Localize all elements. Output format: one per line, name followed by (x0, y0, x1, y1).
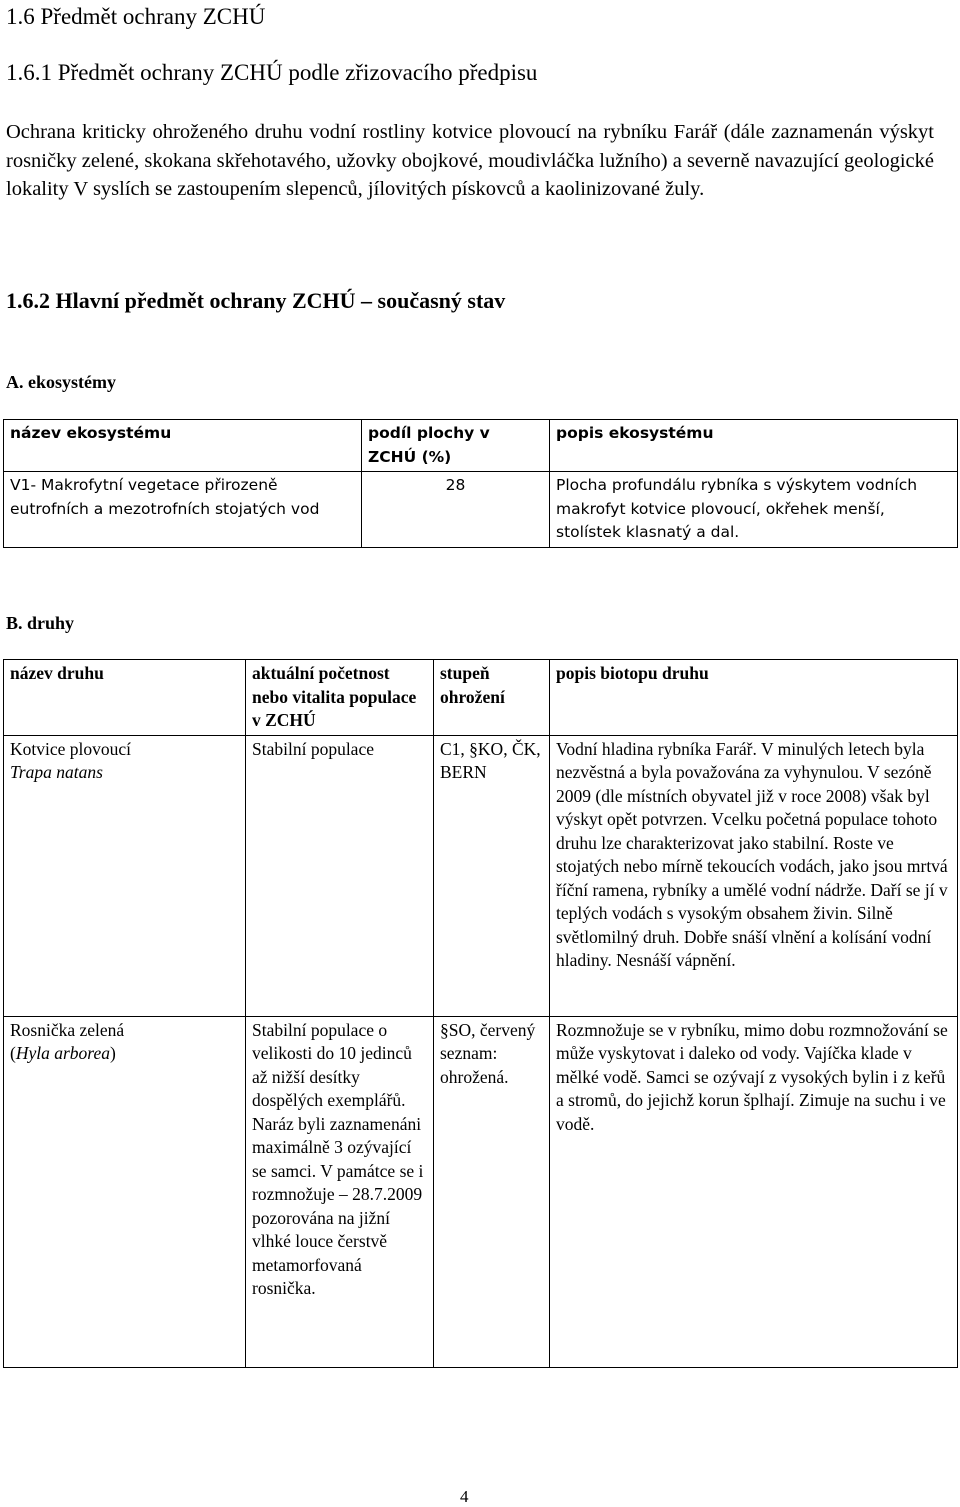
ecosystem-table (3, 419, 958, 548)
header-threat-level: stupeň ohrožení (434, 660, 550, 736)
ecosystem-share: 28 (362, 472, 550, 548)
table-row (4, 1016, 958, 1367)
table-row (4, 735, 958, 1016)
header-population: aktuální početnost nebo vitalita populace v ZCHÚ (246, 660, 434, 736)
species-latin-name: Hyla arborea (15, 1043, 110, 1063)
species-latin-wrapper: (Hyla arborea) (10, 1043, 116, 1063)
species-habitat: Rozmnožuje se v rybníku, mimo dobu rozmnožování se může vyskytovat i daleko od vody. Vajíčka klade v mělké vodě. Samci se ozývají z vysokých bylin i z keřů a stromů, do jejichž korun šplhají. Zimuje na suchu i ve vodě. (550, 1016, 958, 1367)
heading-1-6-1: 1.6.1 Předmět ochrany ZCHÚ podle zřizovacího předpisu (6, 60, 538, 85)
species-habitat: Vodní hladina rybníka Farář. V minulých letech byla nezvěstná a byla považována za vyhynulou. V sezóně 2009 (dle místních obyvatel již v roce 2008) však byl výskyt opět potvrzen. Vcelku početná populace tohoto druhu lze charakterizovat jako stabilní. Roste ve stojatých nebo mírně tekoucích vodách, jako jsou mrtvá říční ramena, rybníky a umělé vodní nádrže. Daří se jí v teplých vodách s vysokým obsahem živin. Silně světlomilný druh. Dobře snáší vlnění a kolísání vodní hladiny. Nesnáší vápnění. (550, 735, 958, 1016)
ecosystem-description: Plocha profundálu rybníka s výskytem vodních makrofyt kotvice plovoucí, okřehek menší, stolístek klasnatý a dal. (550, 472, 958, 548)
header-species-name: název druhu (4, 660, 246, 736)
heading-1-6: 1.6 Předmět ochrany ZCHÚ (6, 4, 266, 29)
intro-paragraph: Ochrana kriticky ohroženého druhu vodní rostliny kotvice plovoucí na rybníku Farář (dále zaznamenán výskyt rosničky zelené, skokana skřehotavého, užovky obojkové, moudivláčka lužního) a severně navazující geologické lokality V syslích se zastoupením slepenců, jílovitých pískovců a kaolinizované žuly. (6, 121, 934, 200)
header-area-share: podíl plochy v ZCHÚ (%) (362, 420, 550, 472)
species-threat: C1, §KO, ČK, BERN (434, 735, 550, 1016)
species-latin-name: Trapa natans (10, 762, 103, 782)
species-name: Kotvice plovoucí (10, 738, 132, 759)
table-row (4, 472, 958, 548)
heading-1-6-2: 1.6.2 Hlavní předmět ochrany ZCHÚ – současný stav (6, 288, 506, 313)
species-population: Stabilní populace o velikosti do 10 jedinců až nižší desítky dospělých exemplářů. Naráz byli zaznamenáni maximálně 3 ozývající se samci. V památce se i rozmnožuje – 28.7.2009 pozorována na jižní vlhké louce čerstvě metamorfovaná rosnička. (246, 1016, 434, 1367)
section-b-title: B. druhy (6, 613, 75, 633)
species-cell (4, 735, 246, 1016)
species-population: Stabilní populace (246, 735, 434, 1016)
species-name: Rosnička zelená (10, 1019, 125, 1040)
header-ecosystem-name: název ekosystému (4, 420, 362, 472)
header-habitat: popis biotopu druhu (550, 660, 958, 736)
ecosystem-name: V1- Makrofytní vegetace přirozeně eutrofních a mezotrofních stojatých vod (4, 472, 362, 548)
header-ecosystem-description: popis ekosystému (550, 420, 958, 472)
species-threat: §SO, červený seznam: ohrožená. (434, 1016, 550, 1367)
species-table-header (4, 660, 958, 736)
ecosystem-table-header (4, 420, 958, 472)
section-a-title: A. ekosystémy (6, 372, 116, 392)
species-table (3, 659, 958, 1368)
page-number: 4 (460, 1487, 469, 1506)
species-cell (4, 1016, 246, 1367)
